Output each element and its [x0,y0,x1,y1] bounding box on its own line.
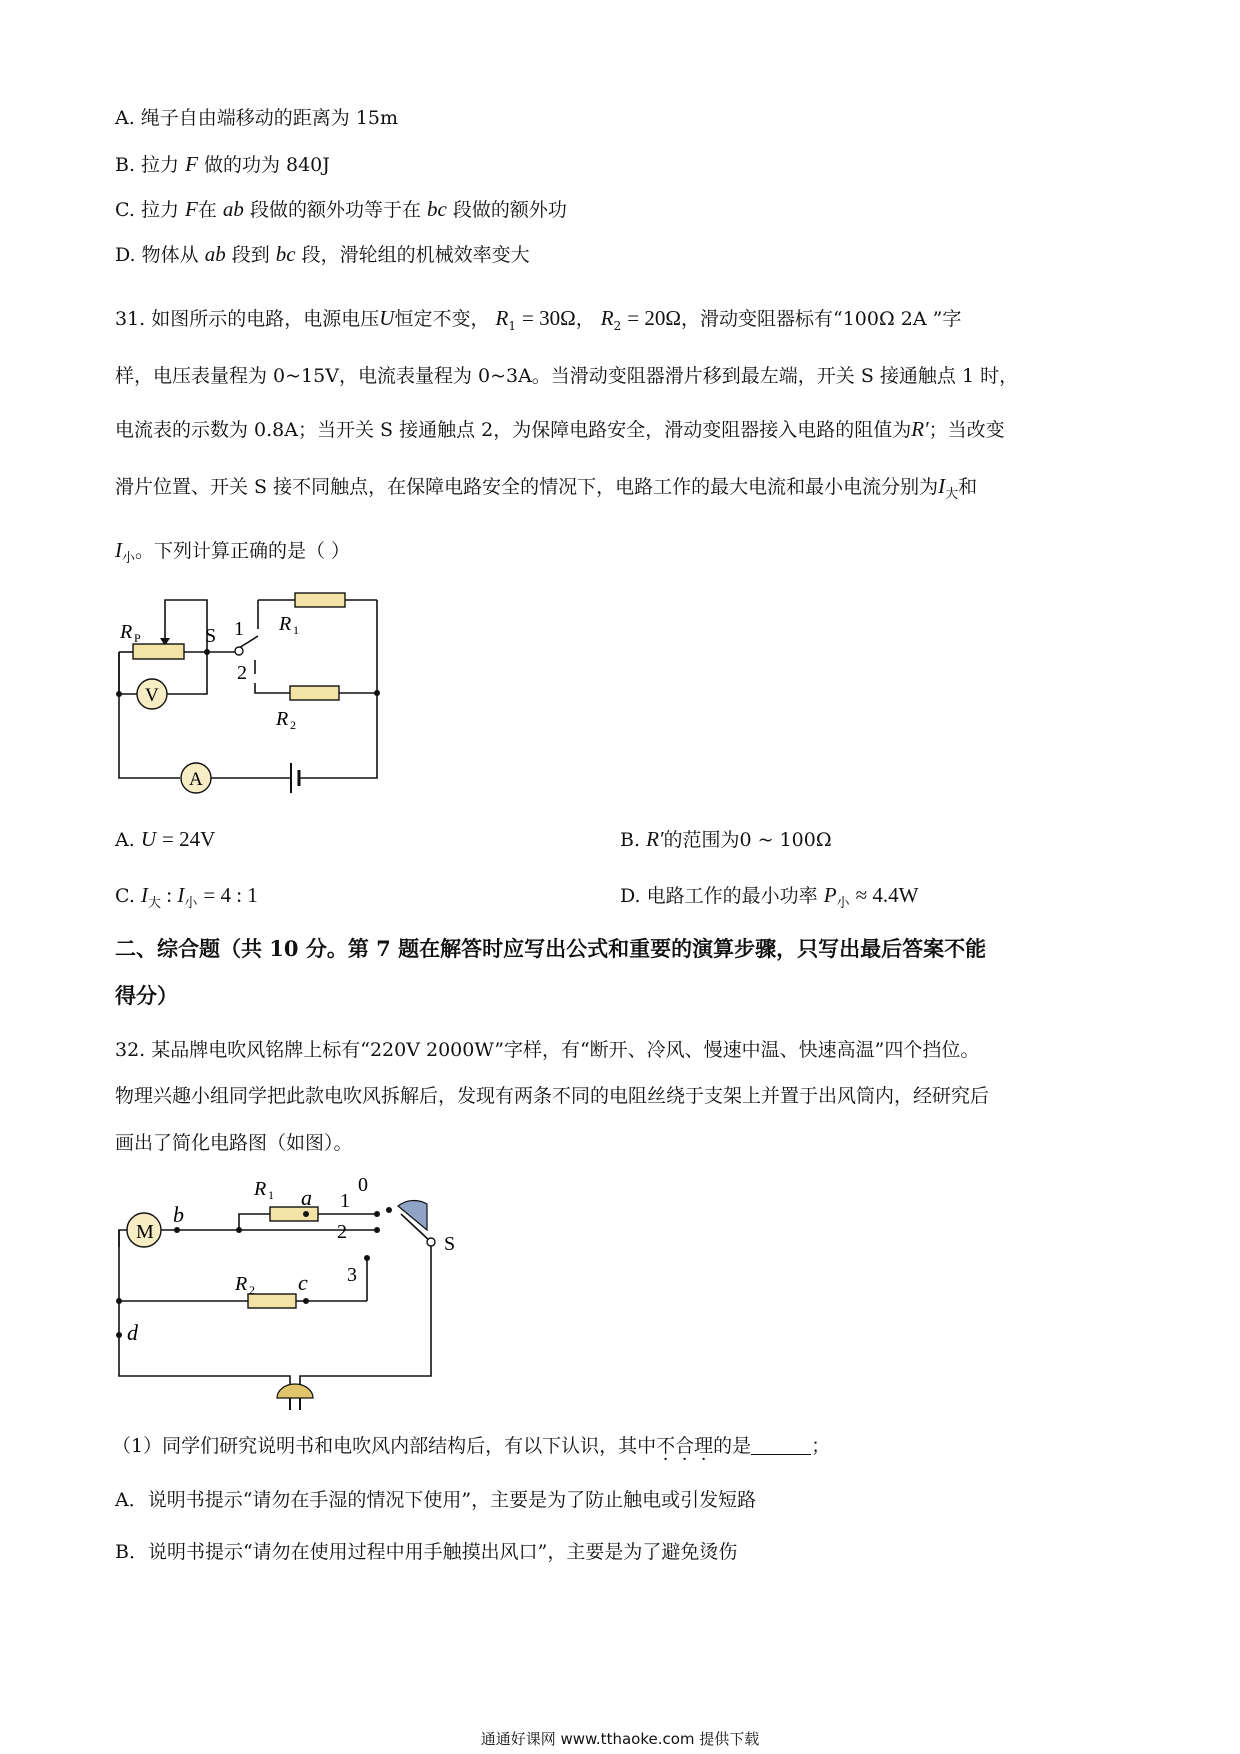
svg-text:0: 0 [358,1174,368,1196]
q31-option-a: A. U = 24V [115,827,216,851]
svg-text:d: d [127,1320,138,1345]
page-footer[interactable]: 通通好课网 www.tthaoke.com 提供下载 [480,1730,760,1748]
svg-text:2: 2 [237,662,247,684]
q30-option-a: A. 绳子自由端移动的距离为 15m [115,107,399,129]
q32-option-a: A．说明书提示“请勿在手湿的情况下使用”，主要是为了防止触电或引发短路 [115,1489,757,1511]
svg-text:R: R [276,708,289,730]
svg-text:a: a [301,1185,312,1210]
q31-option-c: C. $I_大$ : $I_小 = 4$ : 1 [115,883,258,911]
q31-option-d: D. 电路工作的最小功率 $P_小 \approx 4.4W$ [620,883,919,911]
q31-line-3: 电流表的示数为 0.8A；当开关 S 接通触点 2，为保障电路安全，滑动变阻器接入电路的阻值为R′；当改变 [115,417,1005,441]
svg-text:R: R [235,1273,248,1295]
svg-text:S: S [444,1233,456,1255]
svg-text:1: 1 [293,623,299,637]
svg-text:2: 2 [337,1221,347,1243]
q31-line-1: 31. 如图所示的电路，电源电压U恒定不变， $R_1 = 30\Omega$， $R_2 = 20\Omega$，滑动变阻器标有“100Ω 2A ”字 [115,306,962,333]
resistor-r2 [290,686,339,700]
answer-blank[interactable] [751,1436,811,1455]
q32-sub1: （1）同学们研究说明书和电吹风内部结构后，有以下认识，其中不合理的是 ； [112,1435,831,1457]
rheostat-rp [133,644,184,659]
q32-line-1: 32. 某品牌电吹风铭牌上标有“220V 2000W”字样，有“断开、冷风、慢速中温、快速高温”四个挡位。 [115,1039,980,1061]
svg-text:b: b [173,1202,184,1227]
q32-line-3: 画出了简化电路图（如图）。 [115,1132,353,1154]
svg-text:S: S [205,625,217,647]
plug-icon [277,1384,313,1398]
resistor-r1 [295,593,345,607]
resistor-r2-heater [248,1294,296,1308]
svg-text:R: R [279,613,292,635]
svg-text:A: A [189,769,203,790]
circuit-diagram-2 [105,1170,475,1415]
section-2-heading-line-2: 得分） [115,983,178,1008]
q31-line-5: $I_小$。下列计算正确的是（ ） [115,538,351,566]
svg-text:c: c [298,1270,308,1295]
svg-text:R: R [254,1178,267,1200]
svg-text:2: 2 [290,718,296,732]
svg-text:V: V [145,685,159,706]
svg-text:1: 1 [234,618,244,640]
q30-option-b: B. 拉力 F 做的功为 840J [115,152,330,176]
svg-text:3: 3 [347,1264,357,1286]
circuit-diagram-1 [105,585,405,810]
q30-option-c: C. 拉力 F在 ab 段做的额外功等于在 bc 段做的额外功 [115,197,567,221]
q32-option-b: B．说明书提示“请勿在使用过程中用手触摸出风口”，主要是为了避免烫伤 [115,1541,738,1563]
q31-line-4: 滑片位置、开关 S 接不同触点，在保障电路安全的情况下，电路工作的最大电流和最小电流分别为$I_大$和 [115,474,978,502]
q31-option-b: B. R′的范围为0 ~ 100Ω [620,827,832,851]
section-2-heading-line-1: 二、综合题（共 10 分。第 7 题在解答时应写出公式和重要的演算步骤，只写出最后答案不能 [115,936,987,961]
svg-text:2: 2 [249,1283,255,1297]
svg-text:R: R [120,621,133,643]
q30-option-d: D. 物体从 ab 段到 bc 段，滑轮组的机械效率变大 [115,242,530,266]
q32-line-2: 物理兴趣小组同学把此款电吹风拆解后，发现有两条不同的电阻丝绕于支架上并置于出风筒内，经研究后 [115,1085,990,1107]
svg-text:1: 1 [340,1190,350,1212]
svg-text:P: P [134,631,141,645]
svg-text:1: 1 [268,1188,274,1202]
q31-line-2: 样，电压表量程为 0~15V，电流表量程为 0~3A。当滑动变阻器滑片移到最左端，开关 S 接通触点 1 时， [115,365,1019,387]
svg-text:M: M [136,1221,154,1243]
